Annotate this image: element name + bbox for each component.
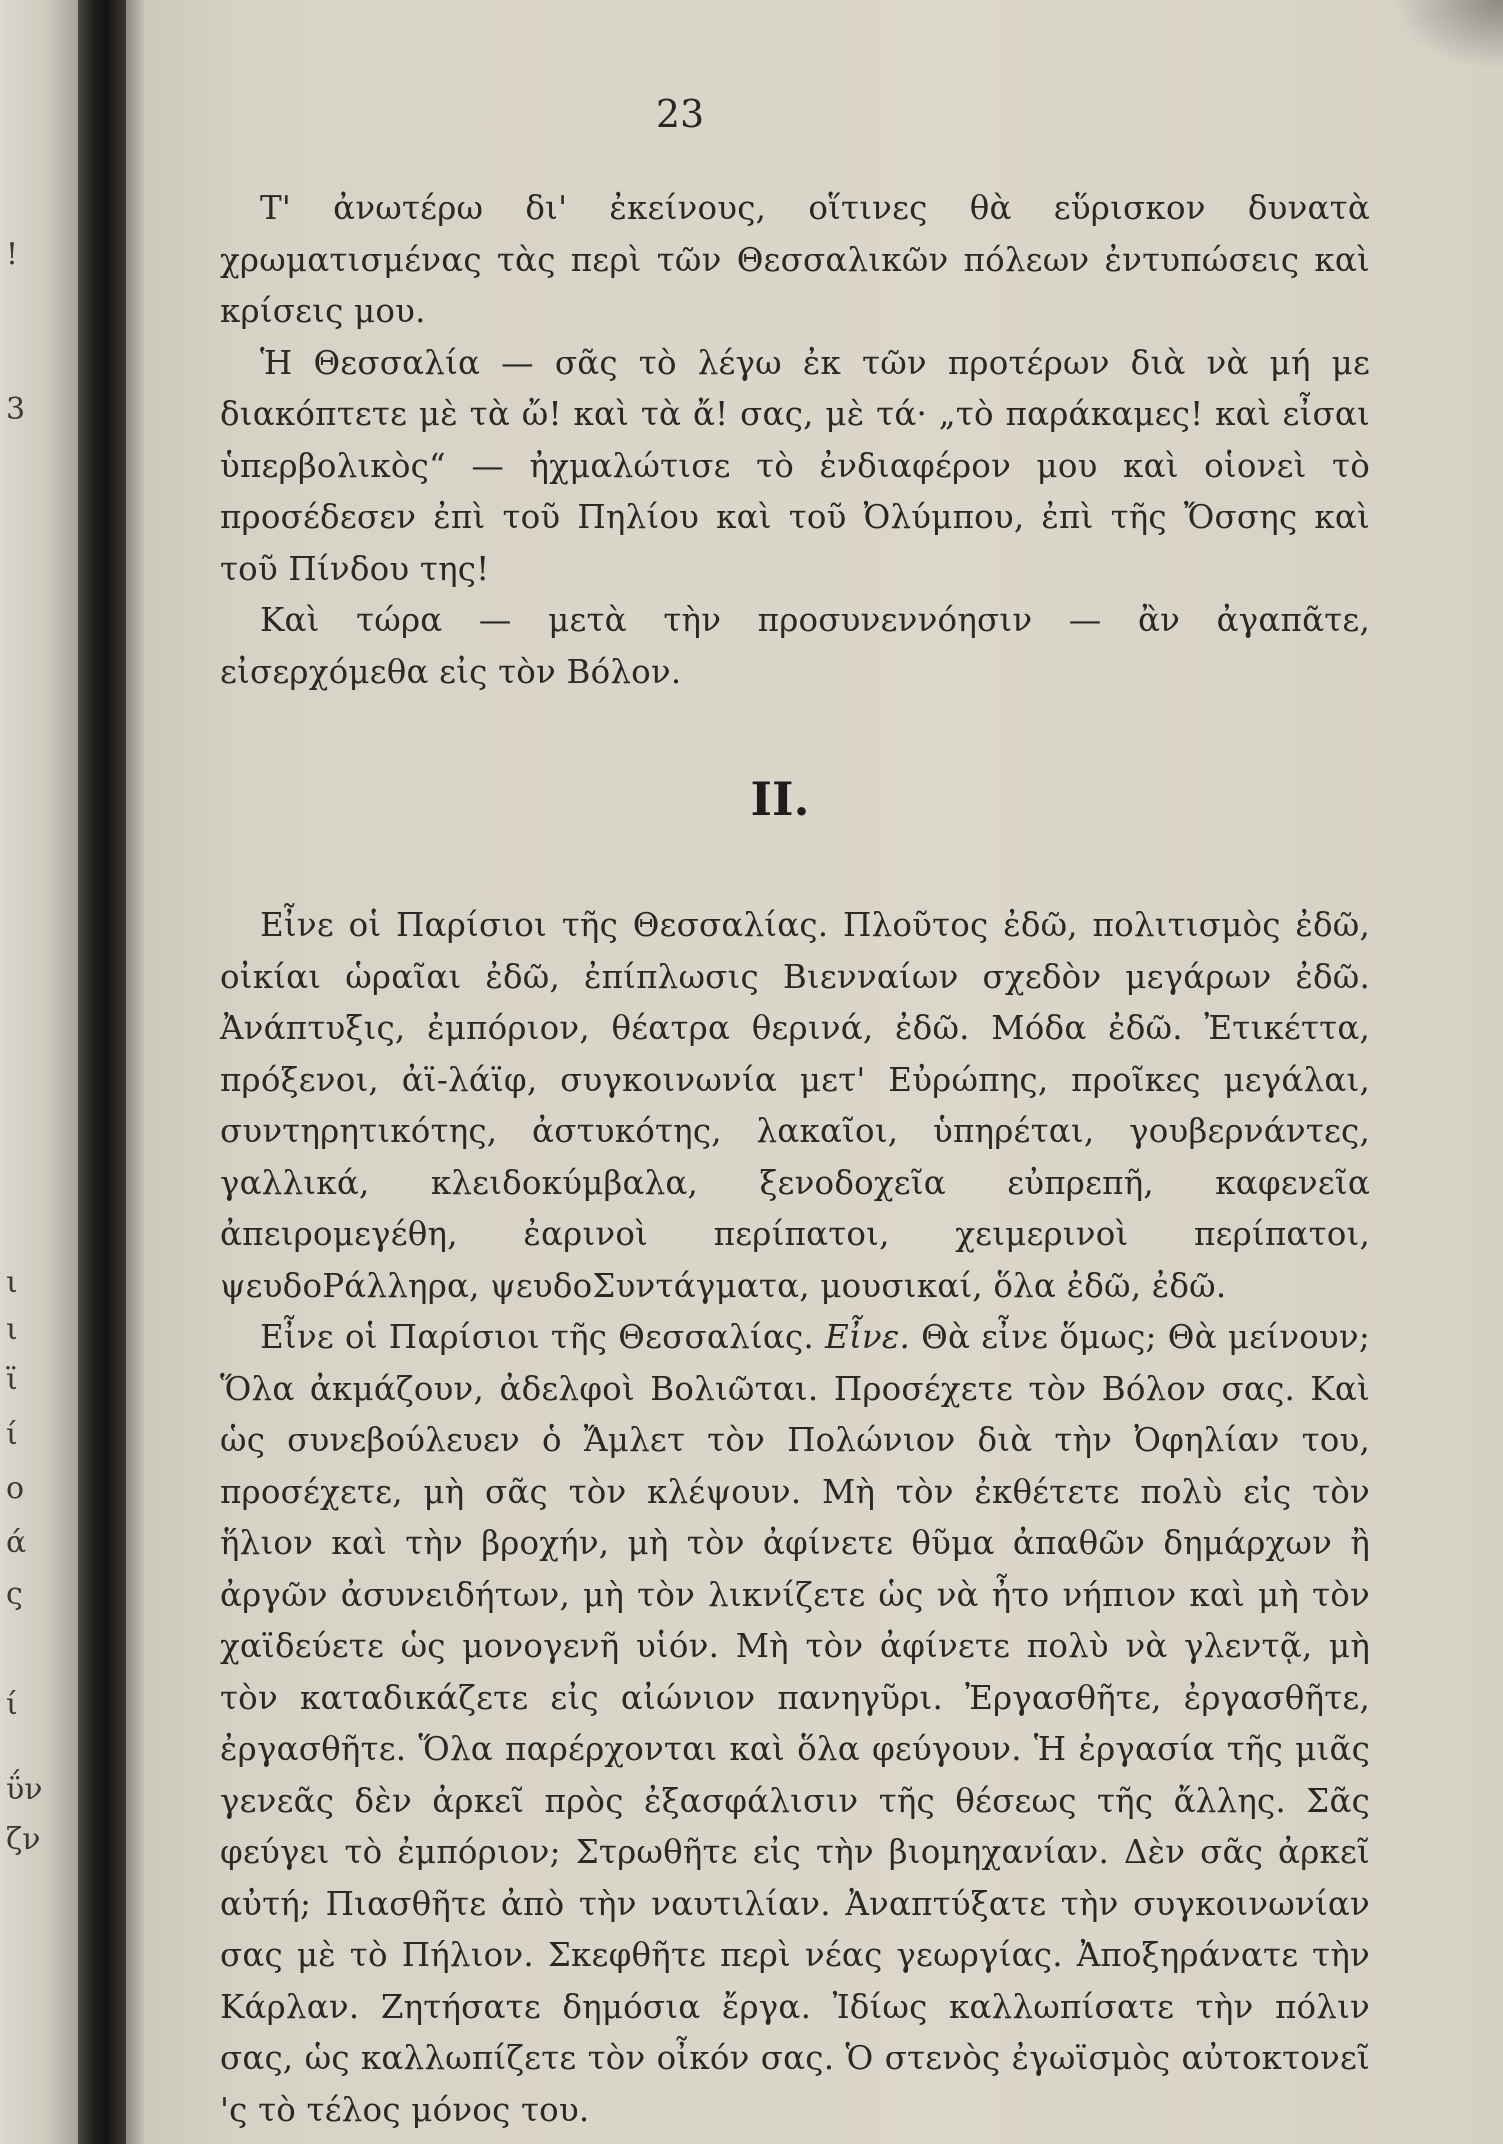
- paragraph-lead: Εἶνε οἱ Παρίσιοι τῆς Θεσσαλίας.: [260, 1318, 826, 1356]
- section-heading: II.: [750, 772, 810, 826]
- margin-fragment: ΰν: [6, 1772, 43, 1807]
- gutter-edge: [126, 0, 144, 2144]
- margin-fragment: ί: [6, 1417, 18, 1452]
- page-corner-shadow: [1393, 0, 1503, 70]
- text-block-section-ii: [220, 900, 1370, 2136]
- paragraph-rest: Θὰ εἶνε ὅμως; Θὰ μείνουν; Ὅλα ἀκμάζουν, ἀδελφοὶ Βολιῶται. Προσέχετε τὸν Βόλον σας. Καὶ ὡς συνεβούλευεν ὁ Ἄμλετ τὸν Πολώνιον διὰ τὴν Ὀφηλίαν του, προσέχετε, μὴ σᾶς τὸν κλέψουν. Μὴ τὸν ἐκθέτετε πολὺ εἰς τὸν ἥλιον καὶ τὴν βροχήν, μὴ τὸν ἀφίνετε θῦμα ἀπαθῶν δημάρχων ἢ ἀργῶν ἀσυνειδήτων, μὴ τὸν λικνίζετε ὡς νὰ ἦτο νήπιον καὶ μὴ τὸν χαϊδεύετε ὡς μονογενῆ υἱόν. Μὴ τὸν ἀφίνετε πολὺ νὰ γλεντᾷ, μὴ τὸν καταδικάζετε εἰς αἰώνιον πανηγῦρι. Ἐργασθῆτε, ἐργασθῆτε, ἐργασθῆτε. Ὅλα παρέρχονται καὶ ὅλα φεύγουν. Ἡ ἐργασία τῆς μιᾶς γενεᾶς δὲν ἀρκεῖ πρὸς ἐξασφάλισιν τῆς θέσεως τῆς ἄλλης. Σᾶς φεύγει τὸ ἐμπόριον; Στρωθῆτε εἰς τὴν βιομηχανίαν. Δὲν σᾶς ἀρκεῖ αὐτή; Πιασθῆτε ἀπὸ τὴν ναυτιλίαν. Ἀναπτύξατε τὴν συγκοινωνίαν σας μὲ τὸ Πήλιον. Σκεφθῆτε περὶ νέας γεωργίας. Ἀποξηράνατε τὴν Κάρλαν. Ζητήσατε δημόσια ἔργα. Ἰδίως καλλωπίσατε τὴν πόλιν σας, ὡς καλλωπίζετε τὸν οἶκόν σας. Ὁ στενὸς ἐγωϊσμὸς αὐτοκτονεῖ 'ς τὸ τέλος μόνος του.: [220, 1318, 1370, 2129]
- previous-page-edge: [0, 0, 78, 2144]
- text-block-intro: [220, 183, 1370, 698]
- emphasis-text: Εἶνε.: [825, 1318, 911, 1356]
- margin-fragment: ς: [6, 1577, 23, 1612]
- margin-fragment: 3: [6, 392, 26, 427]
- paragraph: Ἡ Θεσσαλία — σᾶς τὸ λέγω ἐκ τῶν προτέρων διὰ νὰ μή με διακόπτετε μὲ τὰ ὤ! καὶ τὰ ἄ! σας, μὲ τά· „τὸ παράκαμες! καὶ εἶσαι ὑπερβολικὸς“ — ἠχμαλώτισε τὸ ἐνδιαφέρον μου καὶ οἱονεὶ τὸ προσέδεσεν ἐπὶ τοῦ Πηλίου καὶ τοῦ Ὀλύμπου, ἐπὶ τῆς Ὄσσης καὶ τοῦ Πίνδου της!: [220, 343, 1370, 588]
- margin-fragment: ί: [6, 1687, 18, 1722]
- margin-fragment: ι: [6, 1312, 18, 1347]
- margin-fragment: ο: [6, 1471, 25, 1506]
- paragraph: Εἶνε οἱ Παρίσιοι τῆς Θεσσαλίας. Πλοῦτος ἐδῶ, πολιτισμὸς ἐδῶ, οἰκίαι ὡραῖαι ἐδῶ, ἐπίπλωσις Βιενναίων σχεδὸν μεγάρων ἐδῶ. Ἀνάπτυξις, ἐμπόριον, θέατρα θερινά, ἐδῶ. Μόδα ἐδῶ. Ἐτικέττα, πρόξενοι, ἀϊ-λάϊφ, συγκοινωνία μετ' Εὐρώπης, προῖκες μεγάλαι, συντηρητικότης, ἀστυκότης, λακαῖοι, ὑπηρέται, γουβερνάντες, γαλλικά, κλειδοκύμβαλα, ξενοδοχεῖα εὐπρεπῆ, καφενεῖα ἀπειρομεγέθη, ἐαρινοὶ περίπατοι, χειμερινοὶ περίπατοι, ψευδοΡάλληρα, ψευδοΣυντάγματα, μουσικαί, ὅλα ἐδῶ, ἐδῶ.: [220, 906, 1370, 1305]
- paragraph: [220, 1312, 1370, 2136]
- margin-fragment: ά: [6, 1525, 27, 1560]
- book-gutter: [78, 0, 126, 2144]
- margin-fragment: !: [6, 237, 19, 272]
- paragraph: Καὶ τώρα — μετὰ τὴν προσυνεννόησιν — ἂν ἀγαπᾶτε, εἰσερχόμεθα εἰς τὸν Βόλον.: [220, 601, 1370, 691]
- paragraph: Τ' ἀνωτέρω δι' ἐκείνους, οἵτινες θὰ εὕρισκον δυνατὰ χρωματισμένας τὰς περὶ τῶν Θεσσαλικῶν πόλεων ἐντυπώσεις καὶ κρίσεις μου.: [220, 189, 1370, 330]
- margin-fragment: ϊ: [6, 1362, 18, 1397]
- margin-fragment: ζν: [6, 1822, 41, 1857]
- page-number: 23: [655, 92, 705, 136]
- margin-fragment: ι: [6, 1265, 18, 1300]
